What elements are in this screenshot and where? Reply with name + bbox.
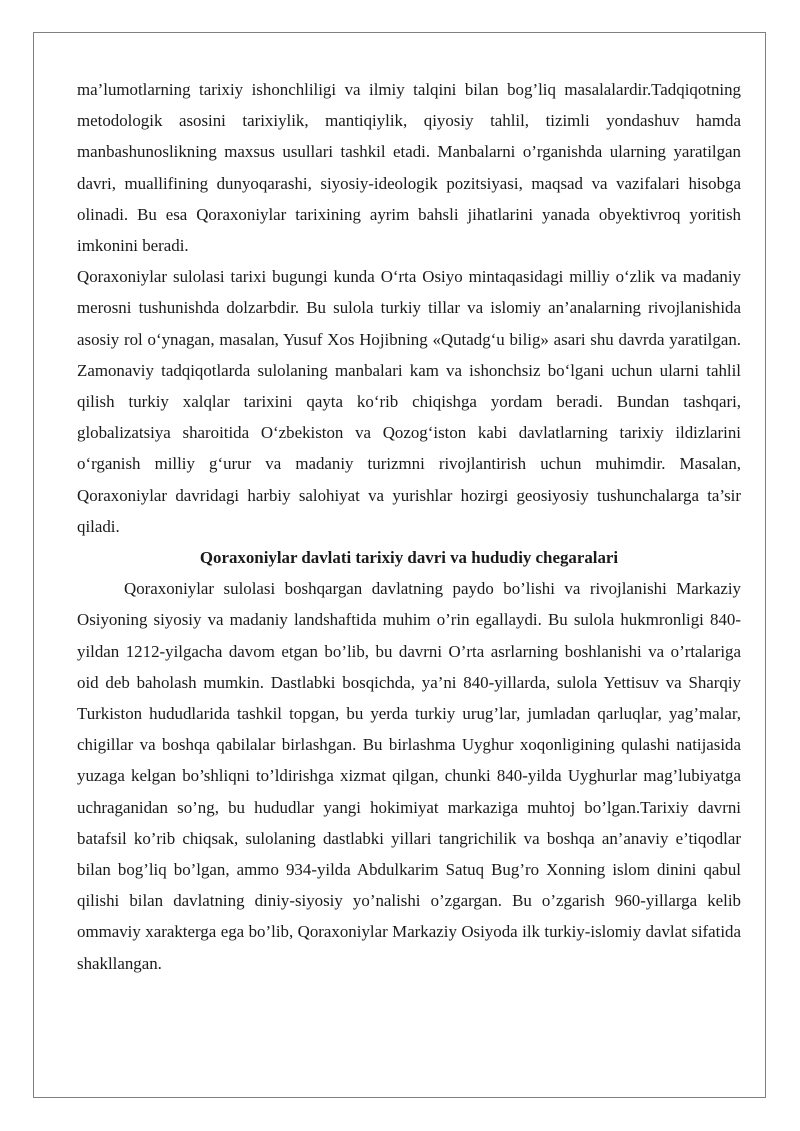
paragraph-methodology: ma’lumotlarning tarixiy ishonchliligi va ilmiy talqini bilan bog’liq masalalardir.Tadqiqotning metodologik asosini tarixiylik, mantiqiylik, qiyosiy tahlil, tizimli yondashuv hamda manbashunoslikning maxsus usullari tashkil etadi. Manbalarni o’rganishda ularning yaratilgan davri, muallifining dunyoqarashi, siyosiy-ideologik pozitsiyasi, maqsad va vazifalari hisobga olinadi. Bu esa Qoraxoniylar tarixining ayrim bahsli jihatlarini yanada obyektivroq yoritish imkonini beradi.	[77, 80, 741, 256]
paragraph-relevance: Qoraxoniylar sulolasi tarixi bugungi kunda O‘rta Osiyo mintaqasidagi milliy o‘zlik va madaniy merosni tushunishda dolzarbdir. Bu sulola turkiy tillar va islomiy an’analarning rivojlanishida asosiy rol o‘ynagan, masalan, Yusuf Xos Hojibning «Qutadg‘u bilig» asari shu davrda yaratilgan. Zamonaviy tadqiqotlarda sulolaning manbalari kam va ishonchsiz bo‘lgani uchun ularni tahlil qilish turkiy xalqlar tarixini qayta ko‘rib chiqishga yordam beradi. Bundan tashqari, globalizatsiya sharoitida O‘zbekiston va Qozog‘iston kabi davlatlarning tarixiy ildizlarini o‘rganish milliy g‘urur va madaniy turizmni rivojlantirish uchun muhimdir. Masalan, Qoraxoniylar davridagi harbiy salohiyat va yurishlar hozirgi geosiyosiy tushunchalarga ta’sir qiladi.	[77, 267, 741, 536]
document-body	[77, 74, 741, 979]
paragraph-historical-period: Qoraxoniylar sulolasi boshqargan davlatning paydo bo’lishi va rivojlanishi Markaziy Osiyoning siyosiy va madaniy landshaftida muhim o’rin egallaydi. Bu sulola hukmronligi 840-yildan 1212-yilgacha davom etgan bo’lib, bu davrni O’rta asrlarning boshlanishi va o’rtalariga oid deb baholash mumkin. Dastlabki bosqichda, ya’ni 840-yillarda, sulola Yettisuv va Sharqiy Turkiston hududlarida tashkil topgan, bu yerda turkiy urug’lar, jumladan qarluqlar, yag’malar, chigillar va boshqa qabilalar birlashgan. Bu birlashma Uyghur xoqonligining qulashi natijasida yuzaga kelgan bo’shliqni to’ldirishga xizmat qilgan, chunki 840-yilda Uyghurlar mag’lubiyatga uchraganidan so’ng, bu hududlar yangi hokimiyat markaziga muhtoj bo’lgan.Tarixiy davrni batafsil ko’rib chiqsak, sulolaning dastlabki yillari tangrichilik va boshqa an’anaviy e’tiqodlar bilan bog’liq bo’lgan, ammo 934-yilda Abdulkarim Satuq Bug’ro Xonning islom dinini qabul qilishi bilan davlatning diniy-siyosiy yo’nalishi o’zgargan. Bu o’zgarish 960-yillarga kelib ommaviy xarakterga ega bo’lib, Qoraxoniylar Markaziy Osiyoda ilk turkiy-islomiy davlat sifatida shakllangan.	[77, 579, 741, 973]
section-heading: Qoraxoniylar davlati tarixiy davri va hududiy chegaralari	[199, 548, 619, 568]
